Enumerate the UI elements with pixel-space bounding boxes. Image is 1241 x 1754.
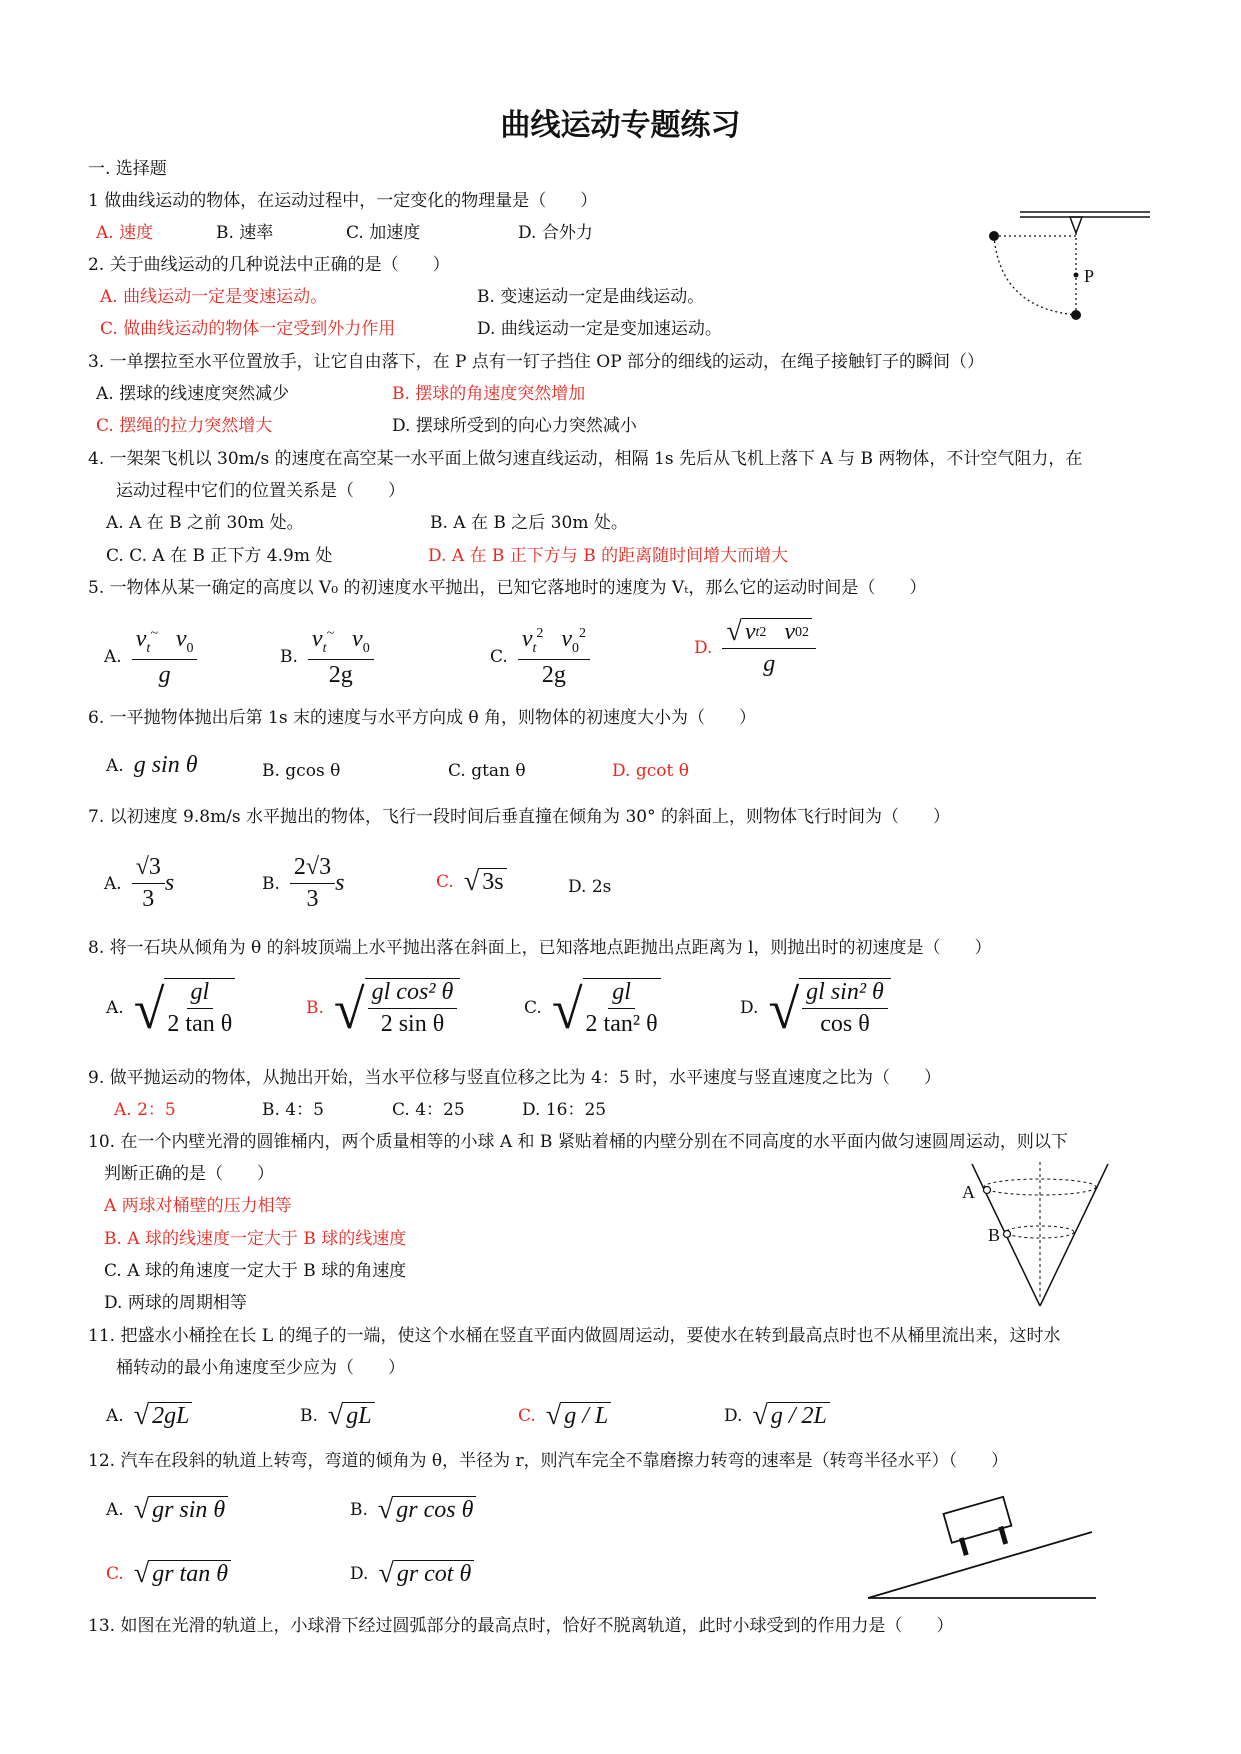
q5-a-fraction: $\frac{v_t^\sim v_0}{g}$ xyxy=(132,626,198,689)
q8-option-c: C. √ $\frac{gl}{\text{2 tan² θ}}$ xyxy=(524,978,661,1038)
q9-option-c: C. 4：25 xyxy=(392,1100,465,1120)
q7-b-fraction: $\frac{2√3}{3}$ xyxy=(290,854,335,913)
q1-option-c: C. 加速度 xyxy=(346,223,421,243)
q12-option-a: A. √ gr sin θ xyxy=(106,1496,228,1524)
q11-option-b: B. √ gL xyxy=(300,1402,375,1430)
q10-option-b: B. A 球的线速度一定大于 B 球的线速度 xyxy=(104,1229,407,1249)
q5-c-fraction: $\frac{v_t^2 v_0^2}{2g}$ xyxy=(518,626,590,689)
q6-option-a: A. g sin θ xyxy=(106,752,198,778)
question-6: 6. 一平抛物体抛出后第 1s 末的速度与水平方向成 θ 角，则物体的初速度大小为（ ） xyxy=(88,708,757,728)
q3-option-a: A. 摆球的线速度突然减少 xyxy=(96,384,290,404)
q12-option-d: D. √ gr cot θ xyxy=(350,1560,474,1588)
question-10-line1: 10. 在一个内壁光滑的圆锥桶内，两个质量相等的小球 A 和 B 紧贴着桶的内壁分别在不同高度的水平面内做匀速圆周运动，则以下 xyxy=(88,1132,1068,1152)
q12-option-b: B. √ gr cos θ xyxy=(350,1496,476,1524)
q3-option-d: D. 摆球所受到的向心力突然减小 xyxy=(392,416,637,436)
q10-option-c: C. A 球的角速度一定大于 B 球的角速度 xyxy=(104,1261,407,1281)
question-9: 9. 做平抛运动的物体，从抛出开始，当水平位移与竖直位移之比为 4：5 时，水平速度与竖直速度之比为（ ） xyxy=(88,1068,942,1088)
q2-option-b: B. 变速运动一定是曲线运动。 xyxy=(477,287,705,307)
cone-label-a: A xyxy=(962,1182,975,1202)
q11-option-a: A. √ 2gL xyxy=(106,1402,192,1430)
q7-option-b: B. $\frac{2√3}{3}$ s xyxy=(262,854,345,912)
question-4-line2: 运动过程中它们的位置关系是（ ） xyxy=(116,481,405,501)
q5-option-a: A. $\frac{v_t^\sim v_0}{g}$ xyxy=(104,626,197,689)
q1-option-d: D. 合外力 xyxy=(518,223,593,243)
q7-a-fraction: $\frac{√3}{3}$ xyxy=(132,854,165,913)
pendulum-figure xyxy=(970,200,1150,330)
q10-option-d: D. 两球的周期相等 xyxy=(104,1293,247,1313)
cone-label-b: B xyxy=(988,1225,1001,1245)
q1-option-b: B. 速率 xyxy=(216,223,274,243)
question-3: 3. 一单摆拉至水平位置放手，让它自由落下，在 P 点有一钉子挡住 OP 部分的细线的运动，在绳子接触钉子的瞬间（） xyxy=(88,352,985,372)
question-11-line2: 桶转动的最小角速度至少应为（ ） xyxy=(116,1358,405,1378)
q6-option-d: D. gcot θ xyxy=(612,761,689,781)
question-7: 7. 以初速度 9.8m/s 水平抛出的物体，飞行一段时间后垂直撞在倾角为 30° 的斜面上，则物体飞行时间为（ ） xyxy=(88,807,950,827)
q11-option-c: C. √ g / L xyxy=(518,1402,611,1430)
q8-option-d: D. √ $\frac{\text{gl sin² θ}}{\text{cos θ}}$ xyxy=(740,978,891,1038)
question-1: 1 做曲线运动的物体，在运动过程中，一定变化的物理量是（ ） xyxy=(88,191,598,211)
question-13: 13. 如图在光滑的轨道上，小球滑下经过圆弧部分的最高点时，恰好不脱离轨道，此时小球受到的作用力是（ ） xyxy=(88,1616,954,1636)
q10-option-a: A 两球对桶壁的压力相等 xyxy=(104,1196,292,1216)
q3-option-b: B. 摆球的角速度突然增加 xyxy=(392,384,586,404)
question-4-line1: 4. 一架架飞机以 30m/s 的速度在高空某一水平面上做匀速直线运动，相隔 1s 先后从飞机上落下 A 与 B 两物体，不计空气阻力，在 xyxy=(88,449,1083,469)
question-8: 8. 将一石块从倾角为 θ 的斜坡顶端上水平抛出落在斜面上，已知落地点距抛出点距离为 l，则抛出时的初速度是（ ） xyxy=(88,938,992,958)
q3-option-c: C. 摆绳的拉力突然增大 xyxy=(96,416,273,436)
question-2: 2. 关于曲线运动的几种说法中正确的是（ ） xyxy=(88,255,450,275)
q6-option-c: C. gtan θ xyxy=(448,761,526,781)
q2-option-d: D. 曲线运动一定是变加速运动。 xyxy=(477,319,722,339)
q2-option-a: A. 曲线运动一定是变速运动。 xyxy=(100,287,328,307)
q7-option-a: A. $\frac{√3}{3}$ s xyxy=(104,854,175,912)
pendulum-label-p: P xyxy=(1084,266,1095,286)
q5-b-fraction: $\frac{v_t^\sim v_0}{2g}$ xyxy=(308,626,374,689)
car-slope-figure xyxy=(864,1492,1104,1602)
question-12: 12. 汽车在段斜的轨道上转弯，弯道的倾角为 θ，半径为 r，则汽车完全不靠磨擦力转弯的速率是（转弯半径水平）（ ） xyxy=(88,1451,1009,1471)
question-11-line1: 11. 把盛水小桶拴在长 L 的绳子的一端，使这个水桶在竖直平面内做圆周运动，要使水在转到最高点时也不从桶里流出来，这时水 xyxy=(88,1326,1061,1346)
q5-d-fraction: √ v t 2 v 0 2 g xyxy=(722,618,816,678)
q9-option-d: D. 16：25 xyxy=(522,1100,607,1120)
cone-figure xyxy=(960,1160,1140,1310)
q5-option-d: D. √ v t 2 v 0 2 g xyxy=(694,618,816,678)
question-10-line2: 判断正确的是（ ） xyxy=(104,1164,274,1184)
q4-option-d: D. A 在 B 正下方与 B 的距离随时间增大而增大 xyxy=(428,546,789,566)
question-5: 5. 一物体从某一确定的高度以 V₀ 的初速度水平抛出，已知它落地时的速度为 Vₜ，那么它的运动时间是（ ） xyxy=(88,578,927,598)
q7-option-c: C. √ 3s xyxy=(436,868,507,896)
q9-option-a: A. 2：5 xyxy=(114,1100,176,1120)
q12-option-c: C. √ gr tan θ xyxy=(106,1560,231,1588)
q5-option-b: B. $\frac{v_t^\sim v_0}{2g}$ xyxy=(280,626,374,689)
q9-option-b: B. 4：5 xyxy=(262,1100,324,1120)
q7-option-d: D. 2s xyxy=(568,877,612,897)
q4-option-c: C. C. A 在 B 正下方 4.9m 处 xyxy=(106,546,333,566)
q8-option-a: A. √ $\frac{gl}{\text{2 tan θ}}$ xyxy=(106,978,235,1038)
q8-option-b: B. √ $\frac{\text{gl cos² θ}}{\text{2 sin θ}}$ xyxy=(306,978,460,1038)
q5-option-c: C. $\frac{v_t^2 v_0^2}{2g}$ xyxy=(490,626,590,689)
q4-option-b: B. A 在 B 之后 30m 处。 xyxy=(430,513,628,533)
q6-option-b: B. gcos θ xyxy=(262,761,341,781)
section-heading: 一. 选择题 xyxy=(88,159,167,179)
q1-option-a: A. 速度 xyxy=(96,223,154,243)
q2-option-c: C. 做曲线运动的物体一定受到外力作用 xyxy=(100,319,396,339)
page-title: 曲线运动专题练习 xyxy=(500,108,741,143)
q4-option-a: A. A 在 B 之前 30m 处。 xyxy=(106,513,304,533)
q11-option-d: D. √ g / 2L xyxy=(724,1402,830,1430)
